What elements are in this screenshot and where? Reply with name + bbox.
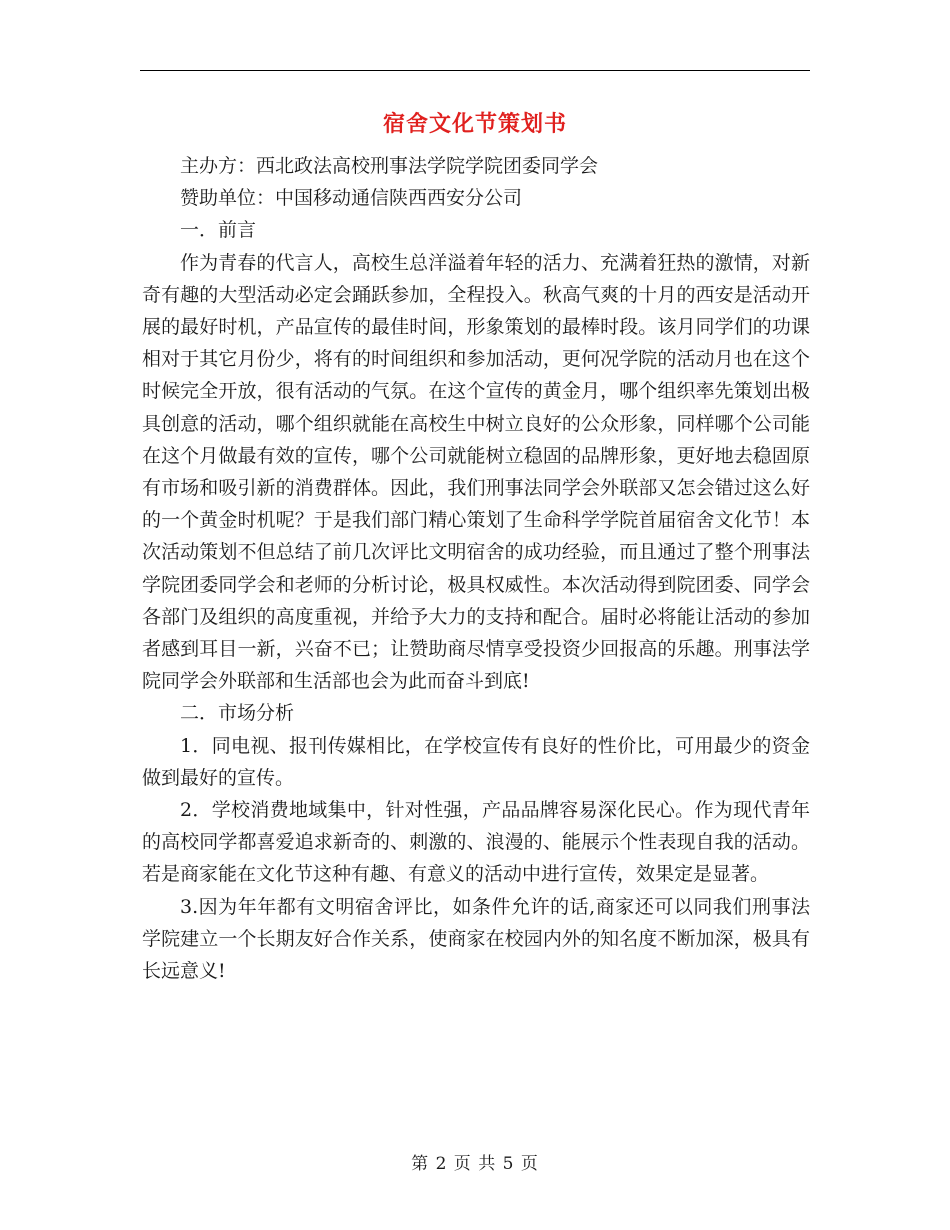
market-point-1: 1．同电视、报刊传媒相比，在学校宣传有良好的性价比，可用最少的资金做到最好的宣传。 xyxy=(142,734,810,789)
market-point-2: 2．学校消费地域集中，针对性强，产品品牌容易深化民心。作为现代青年的高校同学都喜爱追求新奇的、刺激的、浪漫的、能展示个性表现自我的活动。若是商家能在文化节这种有趣、有意义的活动中进行宣传，效果定是显著。 xyxy=(142,799,810,886)
market-point-3: 3.因为年年都有文明宿舍评比，如条件允许的话,商家还可以同我们刑事法学院建立一个长期友好合作关系，使商家在校园内外的知名度不断加深，极具有长远意义! xyxy=(142,895,810,983)
section-heading-market-analysis: 二．市场分析 xyxy=(180,702,295,725)
page-number-footer: 第 2 页 共 5 页 xyxy=(411,1154,539,1174)
preface-paragraph: 作为青春的代言人，高校生总洋溢着年轻的活力、充满着狂热的激情，对新奇有趣的大型活动必定会踊跃参加，全程投入。秋高气爽的十月的西安是活动开展的最好时机，产品宣传的最佳时间，形象策划的最棒时段。该月同学们的功课相对于其它月份少，将有的时间组织和参加活动，更何况学院的活动月也在这个时候完全开放，很有活动的气氛。在这个宣传的黄金月，哪个组织率先策划出极具创意的活动，哪个组织就能在高校生中树立良好的公众形象，同样哪个公司能在这个月做最有效的宣传，哪个公司就能树立稳固的品牌形象，更好地去稳固原有市场和吸引新的消费群体。因此，我们刑事法同学会外联部又怎会错过这么好的一个黄金时机呢？于是我们部门精心策划了生命科学学院首届宿舍文化节！本次活动策划不但总结了前几次评比文明宿舍的成功经验，而且通过了整个刑事法学院团委同学会和老师的分析讨论，极具权威性。本次活动得到院团委、同学会各部门及组织的高度重视，并给予大力的支持和配合。届时必将能让活动的参加者感到耳目一新，兴奋不已；让赞助商尽情享受投资少回报高的乐趣。刑事法学院同学会外联部和生活部也会为此而奋斗到底! xyxy=(142,251,810,693)
document-body xyxy=(142,150,810,987)
section-heading-preface: 一．前言 xyxy=(180,219,257,242)
organizer-line: 主办方：西北政法高校刑事法学院学院团委同学会 xyxy=(180,155,599,177)
document-title: 宿舍文化节策划书 xyxy=(382,111,567,137)
sponsor-line: 赞助单位：中国移动通信陕西西安分公司 xyxy=(180,187,523,210)
header-rule xyxy=(140,70,810,71)
